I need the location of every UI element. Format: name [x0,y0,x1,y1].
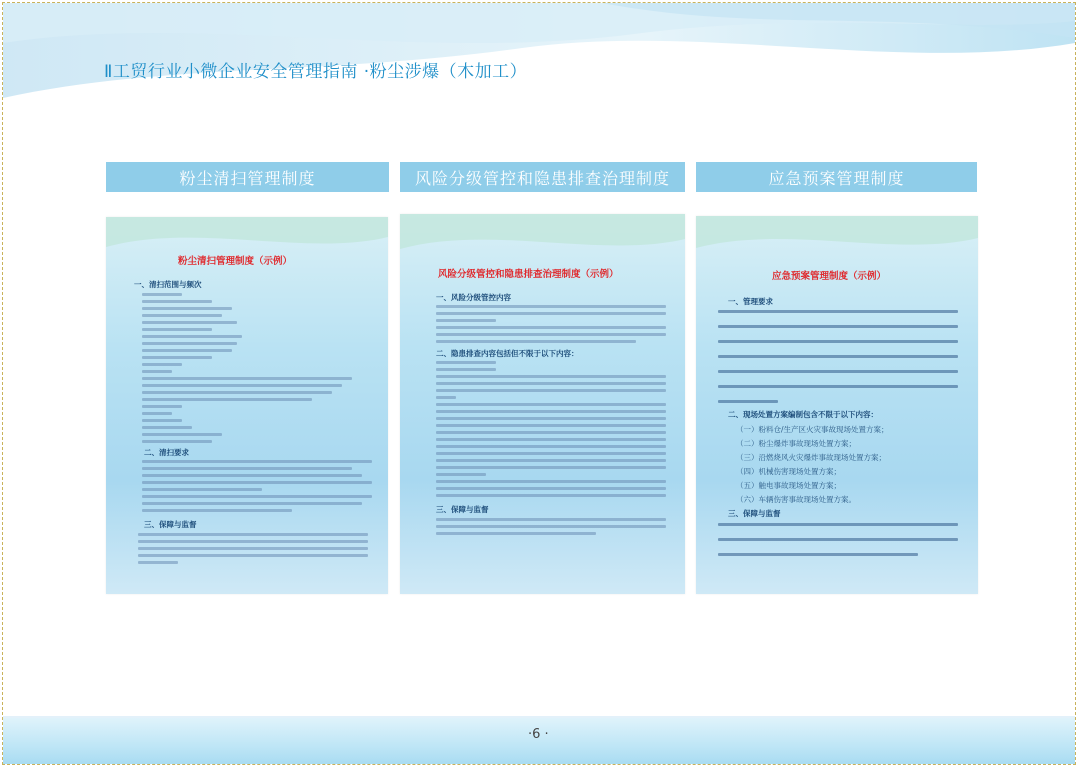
text-line-placeholder [142,398,312,401]
page-header-title: Ⅱ工贸行业小微企业安全管理指南 ·粉尘涉爆（木加工） [104,62,528,82]
document-risk-control [400,214,685,594]
text-line-placeholder [436,532,596,535]
text-line-placeholder [718,325,958,328]
list-item: （二）粉尘爆炸事故现场处置方案； [736,439,856,448]
page-number: ·6 · [528,727,549,742]
text-line-placeholder [718,538,958,541]
list-item: （四）机械伤害现场处置方案； [736,467,841,476]
text-line-placeholder [142,335,242,338]
wave-decoration [106,217,388,277]
text-line-placeholder [142,433,222,436]
text-line-placeholder [142,356,212,359]
text-line-placeholder [436,431,666,434]
text-line-placeholder [436,473,486,476]
text-line-placeholder [718,523,958,526]
section-heading: 三、保障与监督 [144,520,197,529]
text-line-placeholder [436,382,666,385]
tab-risk-control: 风险分级管控和隐患排查治理制度 [400,162,685,192]
text-line-placeholder [718,370,958,373]
section-heading: 一、管理要求 [728,297,773,306]
text-line-placeholder [142,474,362,477]
text-line-placeholder [142,426,192,429]
document-dust-cleaning [106,217,388,594]
text-line-placeholder [142,349,232,352]
text-line-placeholder [142,293,182,296]
text-line-placeholder [436,305,666,308]
document-title: 应急预案管理制度（示例） [772,271,887,282]
text-line-placeholder [436,396,456,399]
text-line-placeholder [436,326,666,329]
text-line-placeholder [142,300,212,303]
text-line-placeholder [436,525,666,528]
text-line-placeholder [142,342,237,345]
text-line-placeholder [436,452,666,455]
tab-emergency-plan: 应急预案管理制度 [696,162,977,192]
text-line-placeholder [142,307,232,310]
text-line-placeholder [436,340,636,343]
text-line-placeholder [436,368,496,371]
text-line-placeholder [142,460,372,463]
text-line-placeholder [142,321,237,324]
text-line-placeholder [142,314,222,317]
text-line-placeholder [142,467,352,470]
text-line-placeholder [436,480,666,483]
text-line-placeholder [718,355,958,358]
text-line-placeholder [142,440,212,443]
text-line-placeholder [142,502,362,505]
list-item: （一）粉料仓/生产区火灾事故现场处置方案； [736,425,889,434]
text-line-placeholder [142,509,292,512]
text-line-placeholder [718,553,918,556]
list-item: （六）车辆伤害事故现场处置方案。 [736,495,856,504]
text-line-placeholder [142,481,372,484]
text-line-placeholder [138,533,368,536]
text-line-placeholder [436,424,666,427]
text-line-placeholder [142,363,182,366]
text-line-placeholder [142,412,172,415]
text-line-placeholder [138,561,178,564]
text-line-placeholder [142,384,342,387]
text-line-placeholder [142,495,372,498]
text-line-placeholder [138,554,368,557]
text-line-placeholder [142,488,262,491]
text-line-placeholder [718,310,958,313]
text-line-placeholder [138,540,368,543]
text-line-placeholder [436,389,666,392]
text-line-placeholder [436,518,666,521]
wave-decoration [696,216,978,276]
text-line-placeholder [436,438,666,441]
section-heading: 二、现场处置方案编制包含不限于以下内容： [728,410,878,419]
section-heading: 三、保障与监督 [436,505,489,514]
section-heading: 二、清扫要求 [144,448,189,457]
text-line-placeholder [138,547,368,550]
text-line-placeholder [436,375,666,378]
document-title: 粉尘清扫管理制度（示例） [178,256,293,267]
text-line-placeholder [436,403,666,406]
document-emergency-plan [696,216,978,594]
text-line-placeholder [436,417,666,420]
section-heading: 二、隐患排查内容包括但不限于以下内容： [436,349,579,358]
text-line-placeholder [436,459,666,462]
text-line-placeholder [436,312,666,315]
text-line-placeholder [718,340,958,343]
document-title: 风险分级管控和隐患排查治理制度（示例） [438,269,619,280]
text-line-placeholder [142,328,212,331]
section-heading: 一、风险分级管控内容 [436,293,511,302]
text-line-placeholder [718,385,958,388]
text-line-placeholder [142,419,182,422]
text-line-placeholder [436,494,666,497]
wave-decoration [400,214,685,274]
list-item: （五）触电事故现场处置方案； [736,481,841,490]
tab-dust-cleaning: 粉尘清扫管理制度 [106,162,389,192]
text-line-placeholder [718,400,778,403]
text-line-placeholder [142,405,182,408]
text-line-placeholder [436,466,666,469]
text-line-placeholder [142,391,332,394]
text-line-placeholder [436,319,496,322]
list-item: （三）沿燃烧风火灾爆炸事故现场处置方案； [736,453,886,462]
text-line-placeholder [436,333,666,336]
text-line-placeholder [142,370,172,373]
text-line-placeholder [436,361,496,364]
text-line-placeholder [436,445,666,448]
text-line-placeholder [436,487,666,490]
text-line-placeholder [142,377,352,380]
text-line-placeholder [436,410,666,413]
page-frame [2,2,1076,765]
section-heading: 一、清扫范围与频次 [134,280,202,289]
section-heading: 三、保障与监督 [728,509,781,518]
